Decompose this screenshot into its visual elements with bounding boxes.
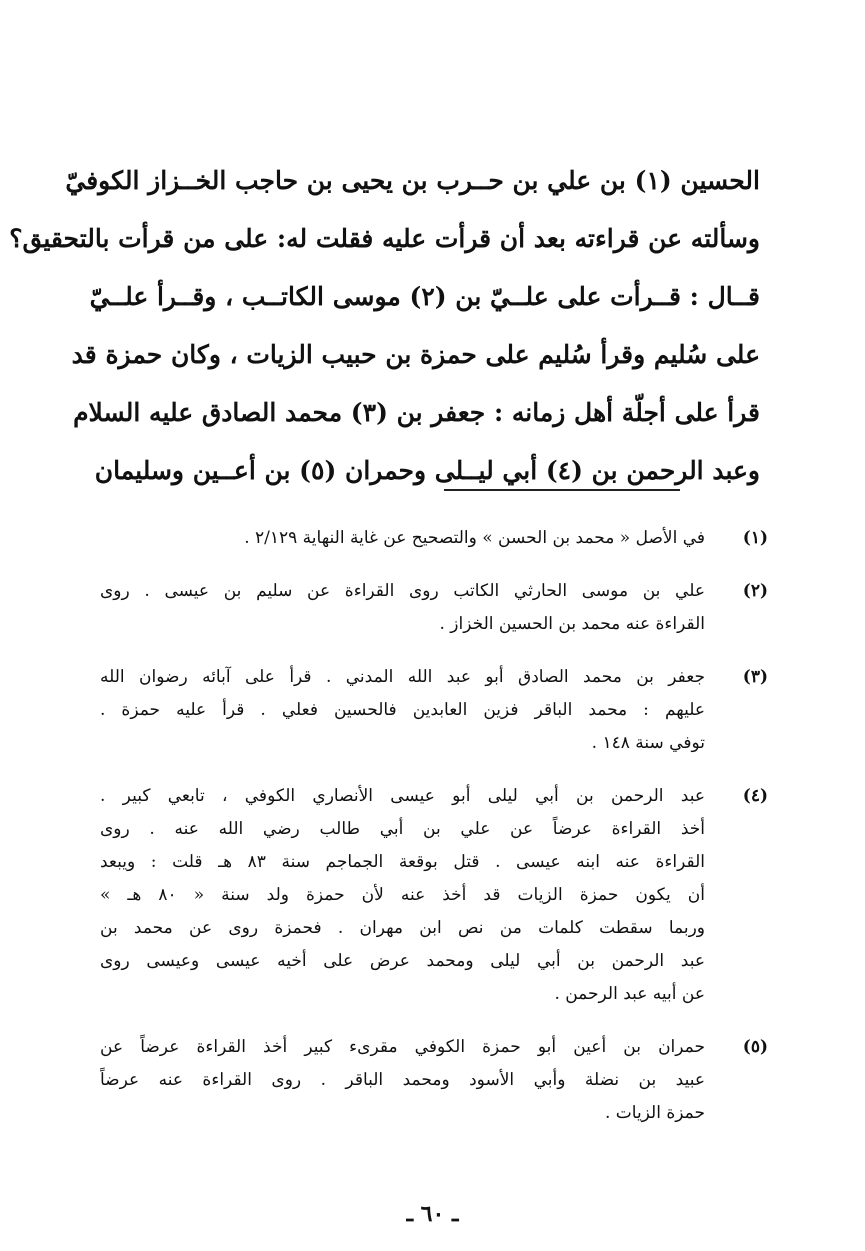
main-text-line: قرأ على أجلّة أهل زمانه : جعفر بن (٣) محمد الصادق عليه السلام	[73, 398, 760, 427]
footnote-5	[100, 1031, 768, 1130]
footnote-line: توفي سنة ١٤٨ .	[591, 733, 705, 753]
footnote-body	[100, 661, 705, 760]
footnote-line: جعفر بن محمد الصادق أبو عبد الله المدني . قرأ على آبائه رضوان الله	[100, 667, 705, 687]
footnote-line: وربما سقطت كلمات من نص ابن مهران . فحمزة روى عن محمد بن	[100, 918, 705, 938]
footnote-line: أخذ القراءة عرضاً عن علي بن أبي طالب رضي الله عنه . روى	[100, 819, 705, 839]
footnote-body	[100, 522, 705, 555]
footnote-2	[100, 575, 768, 641]
footnote-1	[100, 522, 768, 555]
footnote-number: (٥)	[742, 1037, 768, 1057]
footnote-line: في الأصل « محمد بن الحسن » والتصحيح عن غاية النهاية ٢/١٢٩ .	[244, 528, 705, 548]
footnote-line: حمران بن أعين أبو حمزة الكوفي مقرىء كبير أخذ القراءة عرضاً عن	[100, 1037, 705, 1057]
footnote-line: أن يكون حمزة الزيات قد أخذ عنه لأن حمزة ولد سنة « ٨٠ هـ »	[100, 885, 706, 905]
footnote-line: عبد الرحمن بن أبي ليلى أبو عيسى الأنصاري الكوفي ، تابعي كبير .	[100, 786, 705, 806]
main-text-line: الحسين (١) بن علي بن حــرب بن يحيى بن حاجب الخــزاز الكوفيّ	[65, 166, 760, 195]
footnote-line: عبد الرحمن بن أبي ليلى ومحمد عرض على أخيه عيسى وعيسى روى	[100, 951, 705, 971]
footnote-number: (٣)	[742, 667, 768, 687]
footnote-line: عليهم : محمد الباقر فزين العابدين فالحسين فعلي . قرأ عليه حمزة .	[100, 700, 705, 720]
footnote-line: علي بن موسى الحارثي الكاتب روى القراءة عن سليم بن عيسى . روى	[100, 581, 705, 601]
footnote-line: القراءة عنه ابنه عيسى . قتل بوقعة الجماجم سنة ٨٣ هـ قلت : ويبعد	[100, 852, 705, 872]
footnote-number: (٢)	[742, 581, 768, 601]
footnote-body	[100, 1031, 705, 1130]
main-body-text	[9, 152, 760, 500]
footnote-body	[100, 575, 705, 641]
footnotes-section	[100, 522, 768, 1150]
page-number: ـ ٦٠ ـ	[406, 1201, 459, 1227]
footnote-separator-rule	[444, 489, 680, 491]
main-text-line: قــال : قــرأت على علــيّ بن (٢) موسى الكاتــب ، وقــرأ علــيّ	[89, 282, 760, 311]
main-text-line: وعبد الرحمن بن (٤) أبي ليــلى وحمران (٥) بن أعــين وسليمان	[94, 456, 760, 485]
footnote-4	[100, 780, 768, 1011]
footnote-body	[100, 780, 705, 1011]
main-text-line: على سُليم وقرأ سُليم على حمزة بن حبيب الزيات ، وكان حمزة قد	[71, 340, 760, 369]
footnote-line: حمزة الزيات .	[604, 1103, 705, 1123]
footnote-line: القراءة عنه محمد بن الحسين الخزاز .	[439, 614, 705, 634]
main-text-line: وسألته عن قراءته بعد أن قرأت عليه فقلت له: على من قرأت بالتحقيق؟	[9, 224, 760, 253]
footnote-3	[100, 661, 768, 760]
footnote-line: عن أبيه عبد الرحمن .	[554, 984, 705, 1004]
footnote-line: عبيد بن نضلة وأبي الأسود ومحمد الباقر . روى القراءة عنه عرضاً	[100, 1070, 705, 1090]
footnote-number: (٤)	[742, 786, 768, 806]
footnote-number: (١)	[742, 528, 768, 548]
